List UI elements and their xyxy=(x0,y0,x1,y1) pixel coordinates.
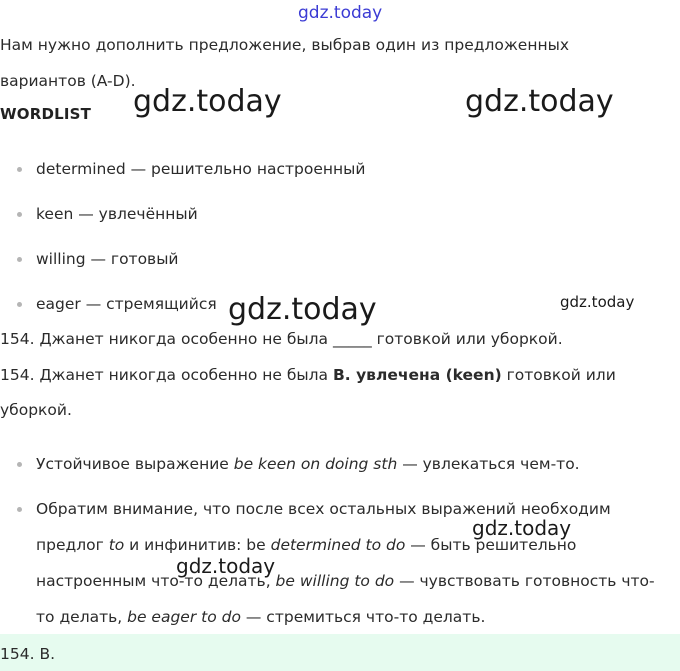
note-italic: be eager to do xyxy=(127,608,241,626)
wordlist-item: willing — готовый xyxy=(36,250,179,268)
note-text: — стремиться что-то делать. xyxy=(240,608,486,626)
watermark: gdz.today xyxy=(176,554,276,578)
bullet-icon xyxy=(17,302,22,307)
watermark: gdz.today xyxy=(133,84,282,119)
question-text: 154. Джанет никогда особенно не была _____ готовкой или уборкой. xyxy=(0,330,563,348)
bullet-icon xyxy=(17,462,22,467)
solution-line-2: уборкой. xyxy=(0,401,72,419)
wordlist-item: eager — стремящийся xyxy=(36,295,217,313)
note-text: предлог xyxy=(36,536,109,554)
solution-line-1 xyxy=(0,365,616,385)
note-2-line-2 xyxy=(36,535,576,555)
note-2-line-3 xyxy=(36,571,655,591)
note-text: настроенным что-то делать, xyxy=(36,572,276,590)
bullet-icon xyxy=(17,167,22,172)
bullet-icon xyxy=(17,257,22,262)
note-italic: determined to do xyxy=(270,536,406,554)
note-1 xyxy=(36,454,580,474)
note-1-phrase: be keen on doing sth xyxy=(233,455,398,473)
intro-line-1: Нам нужно дополнить предложение, выбрав один из предложенных xyxy=(0,36,570,54)
wordlist-item: determined — решительно настроенный xyxy=(36,160,366,178)
bullet-icon xyxy=(17,507,22,512)
note-text: — чувствовать готовность что- xyxy=(394,572,655,590)
solution-prefix: 154. Джанет никогда особенно не была xyxy=(0,366,333,384)
watermark: gdz.today xyxy=(560,293,635,311)
solution-highlight: B. увлечена (keen) xyxy=(332,366,502,384)
note-1-before: Устойчивое выражение xyxy=(36,455,234,473)
note-text: и инфинитив: be xyxy=(124,536,271,554)
note-1-after: — увлекаться чем-то. xyxy=(397,455,580,473)
wordlist-item: keen — увлечённый xyxy=(36,205,198,223)
intro-line-2: вариантов (A-D). xyxy=(0,72,136,90)
watermark: gdz.today xyxy=(472,516,572,540)
note-italic: be willing to do xyxy=(275,572,395,590)
answer-bar xyxy=(0,634,680,671)
watermark-top: gdz.today xyxy=(298,3,383,23)
solution-suffix: готовкой или xyxy=(501,366,616,384)
answer-text: 154. B. xyxy=(0,645,55,663)
note-2-line-1: Обратим внимание, что после всех остальных выражений необходим xyxy=(36,500,611,518)
wordlist-heading: WORDLIST xyxy=(0,105,92,123)
note-2-line-4 xyxy=(36,607,485,627)
note-italic: to xyxy=(108,536,125,554)
bullet-icon xyxy=(17,212,22,217)
note-text: — быть решительно xyxy=(405,536,577,554)
note-text: то делать, xyxy=(36,608,128,626)
watermark: gdz.today xyxy=(465,84,614,119)
watermark: gdz.today xyxy=(228,292,377,327)
